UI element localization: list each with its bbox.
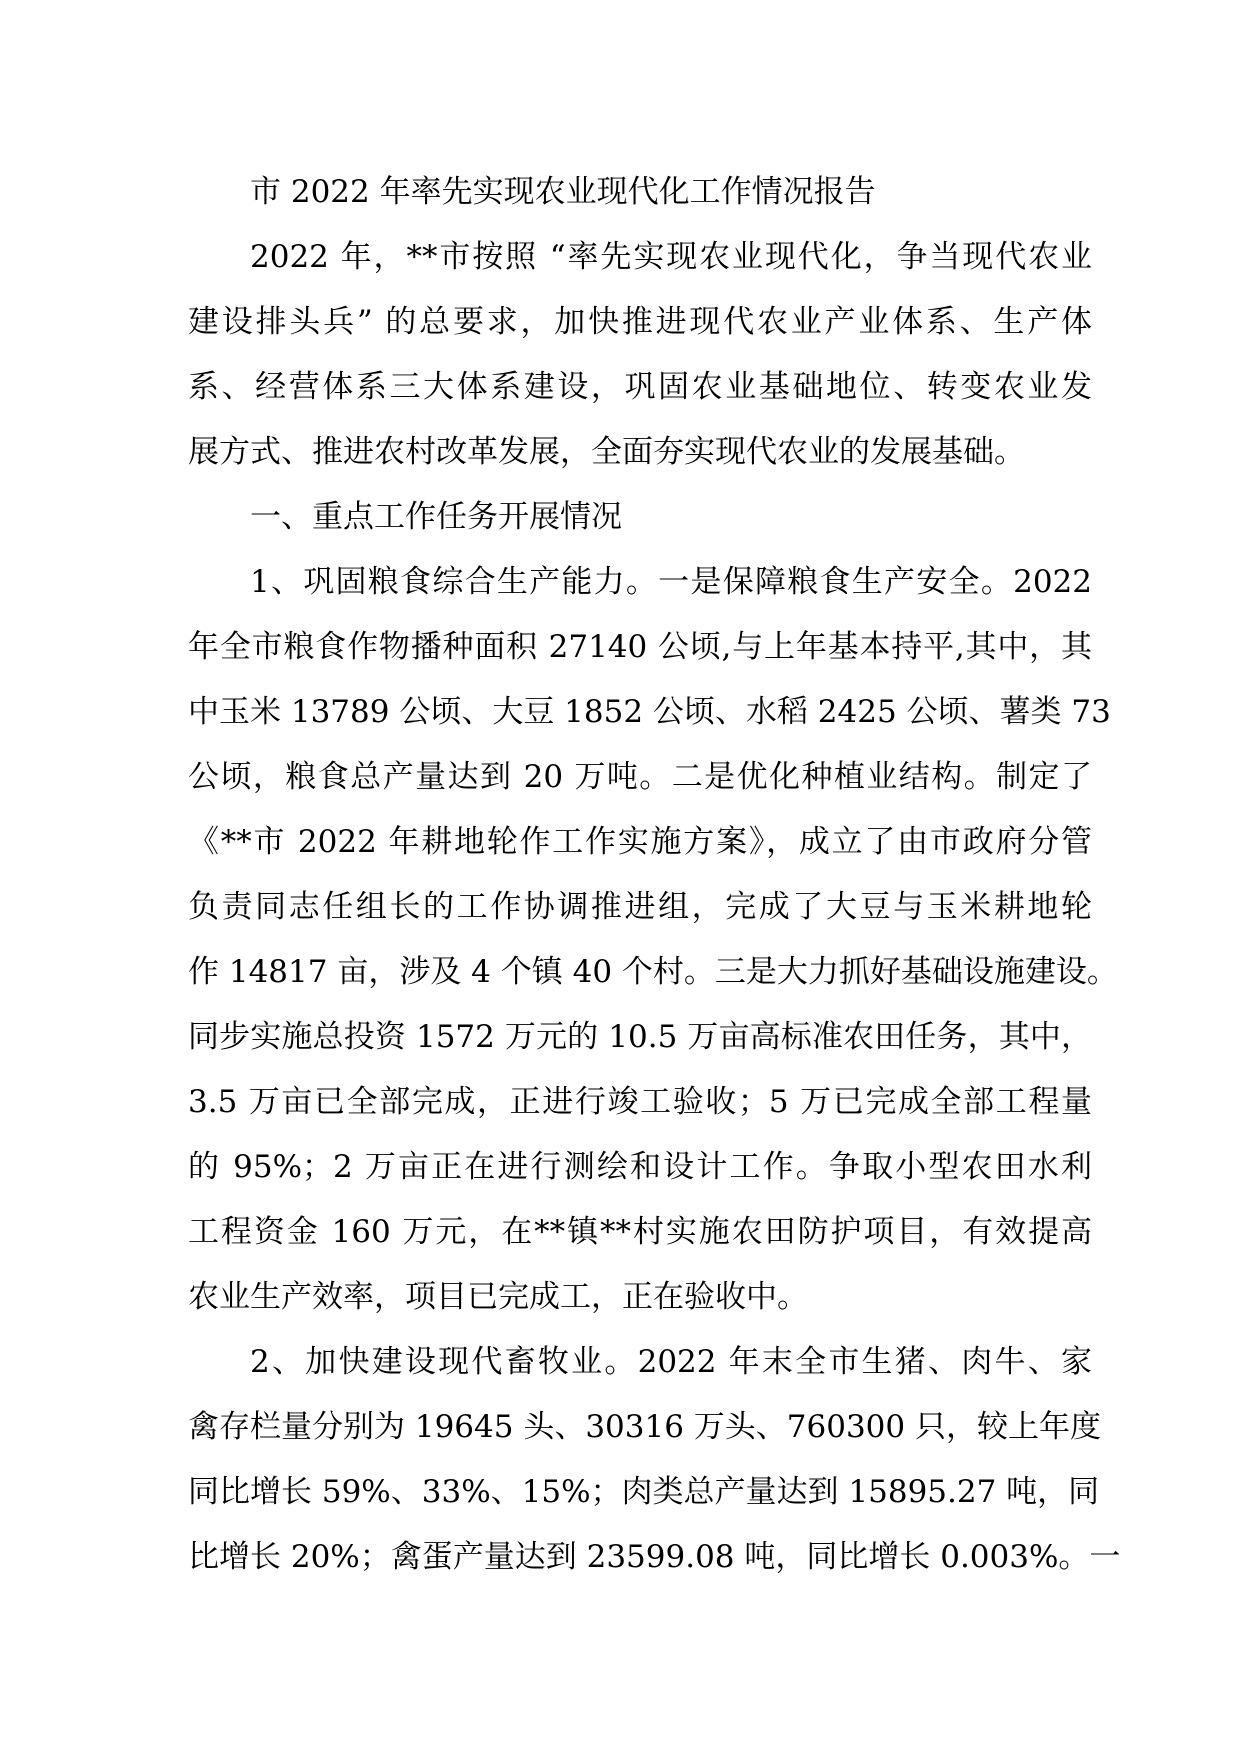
paragraph-line: 3.5 万亩已全部完成，正进行竣工验收；5 万已完成全部工程量 bbox=[188, 1084, 1092, 1120]
paragraph-line: 公顷，粮食总产量达到 20 万吨。二是优化种植业结构。制定了 bbox=[188, 759, 1092, 795]
paragraph-animal-husbandry bbox=[188, 1330, 1121, 1590]
paragraph-line: 年全市粮食作物播种面积 27140 公顷,与上年基本持平,其中，其 bbox=[188, 629, 1092, 665]
paragraph-line: 的 95%；2 万亩正在进行测绘和设计工作。争取小型农田水利 bbox=[188, 1149, 1092, 1185]
paragraph-line: 系、经营体系三大体系建设，巩固农业基础地位、转变农业发 bbox=[188, 369, 1092, 405]
paragraph-line: 1、巩固粮食综合生产能力。一是保障粮食生产安全。2022 bbox=[250, 564, 1092, 600]
paragraph-line: 展方式、推进农村改革发展，全面夯实现代农业的发展基础。 bbox=[188, 434, 1025, 470]
paragraph-line: 《**市 2022 年耕地轮作工作实施方案》，成立了由市政府分管 bbox=[188, 824, 1092, 860]
paragraph-line: 工程资金 160 万元，在**镇**村实施农田防护项目，有效提高 bbox=[188, 1214, 1092, 1250]
paragraph-line: 禽存栏量分别为 19645 头、30316 万头、760300 只，较上年度 bbox=[188, 1409, 1101, 1445]
paragraph-line: 负责同志任组长的工作协调推进组，完成了大豆与玉米耕地轮 bbox=[188, 889, 1092, 925]
document-title: 市 2022 年率先实现农业现代化工作情况报告 bbox=[250, 174, 876, 210]
paragraph-line: 作 14817 亩，涉及 4 个镇 40 个村。三是大力抓好基础设施建设。 bbox=[188, 954, 1118, 990]
section-heading: 一、重点工作任务开展情况 bbox=[250, 499, 622, 535]
paragraph-line: 同步实施总投资 1572 万元的 10.5 万亩高标准农田任务，其中， bbox=[188, 1019, 1092, 1055]
document-body bbox=[188, 160, 1121, 1590]
paragraph-line: 2022 年，**市按照 “率先实现农业现代化，争当现代农业 bbox=[250, 239, 1092, 275]
paragraph-line: 2、加快建设现代畜牧业。2022 年末全市生猪、肉牛、家 bbox=[250, 1344, 1092, 1380]
paragraph-grain-production bbox=[188, 550, 1118, 1330]
paragraph-line: 同比增长 59%、33%、15%；肉类总产量达到 15895.27 吨，同 bbox=[188, 1474, 1100, 1510]
paragraph-line: 中玉米 13789 公顷、大豆 1852 公顷、水稻 2425 公顷、薯类 73 bbox=[188, 694, 1111, 730]
paragraph-line: 农业生产效率，项目已完成工，正在验收中。 bbox=[188, 1279, 808, 1315]
paragraph-line: 比增长 20%；禽蛋产量达到 23599.08 吨，同比增长 0.003%。一 bbox=[188, 1539, 1121, 1575]
paragraph-intro bbox=[188, 225, 1092, 485]
paragraph-line: 建设排头兵” 的总要求，加快推进现代农业产业体系、生产体 bbox=[188, 304, 1092, 340]
